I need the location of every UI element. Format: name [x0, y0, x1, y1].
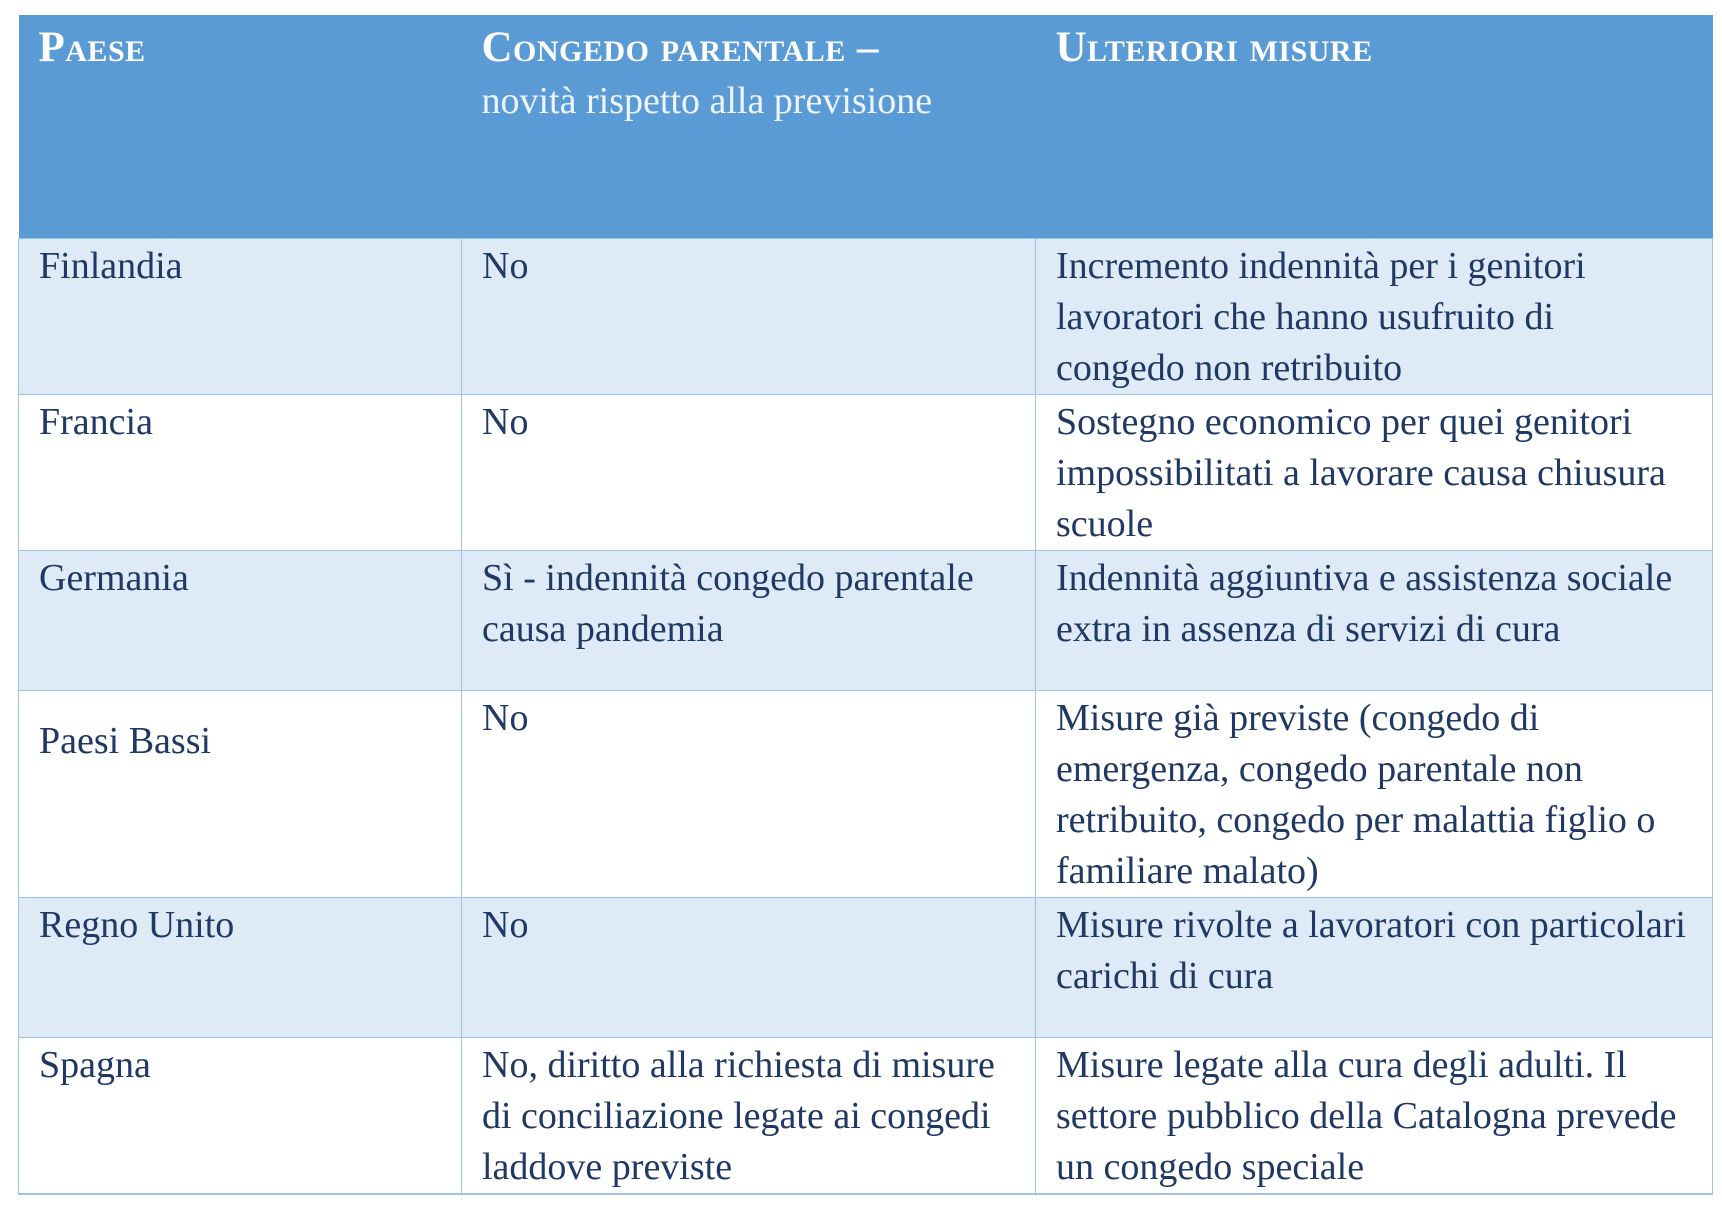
comparison-table — [18, 15, 1713, 1195]
table-row — [19, 897, 1713, 1037]
table-row — [19, 1037, 1713, 1194]
table-body — [19, 238, 1713, 1194]
table-row — [19, 238, 1713, 394]
table-header — [19, 15, 1713, 238]
cell-paese: Paesi Bassi — [19, 690, 462, 897]
table-row — [19, 394, 1713, 550]
comparison-table-container — [18, 15, 1712, 1195]
header-paese — [19, 15, 462, 238]
header-congedo-label: Congedo parentale – — [481, 24, 879, 71]
table-row — [19, 690, 1713, 897]
cell-congedo: Sì - indennità congedo parentale causa pandemia — [462, 550, 1036, 690]
cell-congedo: No — [462, 897, 1036, 1037]
header-congedo-sublabel: novità rispetto alla previsione — [481, 80, 933, 122]
cell-congedo: No — [462, 394, 1036, 550]
cell-misure: Misure legate alla cura degli adulti. Il settore pubblico della Catalogna prevede un congedo speciale — [1036, 1037, 1713, 1194]
cell-paese: Regno Unito — [19, 897, 462, 1037]
cell-paese: Germania — [19, 550, 462, 690]
header-paese-label: Paese — [38, 24, 146, 71]
cell-misure: Misure già previste (congedo di emergenza, congedo parentale non retribuito, congedo per malattia figlio o familiare malato) — [1036, 690, 1713, 897]
cell-misure: Misure rivolte a lavoratori con particolari carichi di cura — [1036, 897, 1713, 1037]
header-row — [19, 15, 1713, 238]
cell-misure: Indennità aggiuntiva e assistenza sociale extra in assenza di servizi di cura — [1036, 550, 1713, 690]
cell-congedo: No, diritto alla richiesta di misure di conciliazione legate ai congedi laddove previste — [462, 1037, 1036, 1194]
header-ulteriori-misure — [1036, 15, 1713, 238]
cell-congedo: No — [462, 690, 1036, 897]
cell-paese: Francia — [19, 394, 462, 550]
cell-misure: Sostegno economico per quei genitori impossibilitati a lavorare causa chiusura scuole — [1036, 394, 1713, 550]
header-misure-label: Ulteriori misure — [1055, 24, 1373, 71]
header-congedo-parentale — [462, 15, 1036, 238]
cell-misure: Incremento indennità per i genitori lavoratori che hanno usufruito di congedo non retribuito — [1036, 238, 1713, 394]
cell-paese: Spagna — [19, 1037, 462, 1194]
cell-paese: Finlandia — [19, 238, 462, 394]
cell-congedo: No — [462, 238, 1036, 394]
table-row — [19, 550, 1713, 690]
